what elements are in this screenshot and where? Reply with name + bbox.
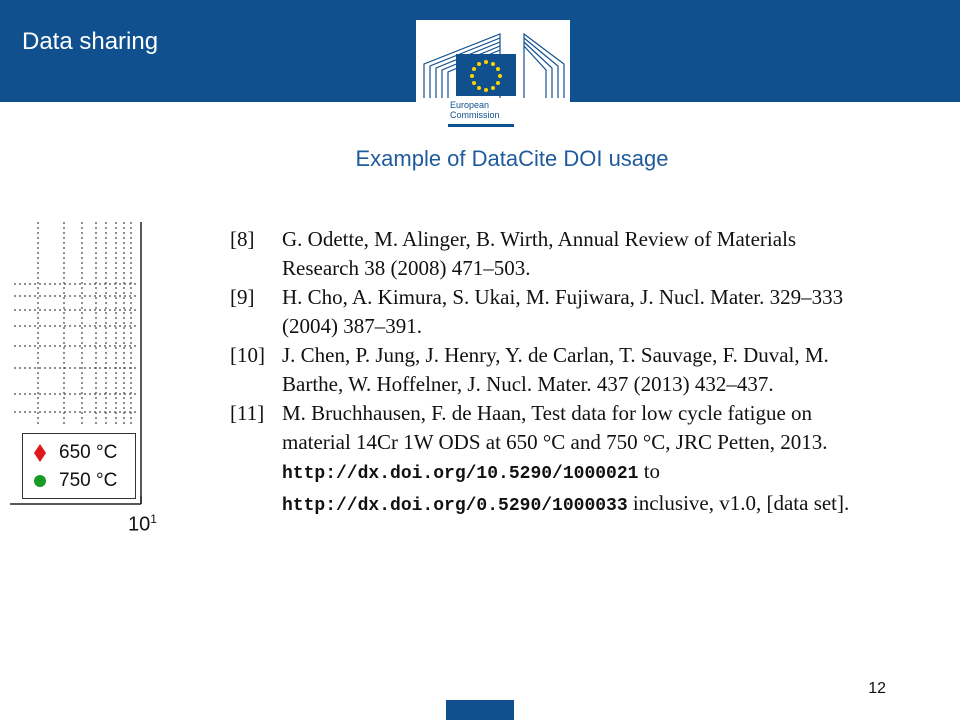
reference-text: G. Odette, M. Alinger, B. Wirth, Annual Review of Materials Research 38 (2008) 471–503. xyxy=(282,227,797,280)
doi-link-1[interactable]: http://dx.doi.org/10.5290/1000021 xyxy=(282,464,639,484)
reference-number: [10] xyxy=(230,343,265,367)
logo-line-european: European xyxy=(450,100,490,110)
tick-exponent: 1 xyxy=(150,512,157,526)
doi-link-2[interactable]: http://dx.doi.org/0.5290/1000033 xyxy=(282,496,628,516)
slide-subtitle: Example of DataCite DOI usage xyxy=(355,146,669,171)
reference-text: H. Cho, A. Kimura, S. Ukai, M. Fujiwara, J. Nucl. Mater. 329–333 (2004) 387–391. xyxy=(282,285,844,338)
slide-title: Data sharing xyxy=(22,28,159,55)
logo-line-commission: Commission xyxy=(450,110,500,120)
reference-item xyxy=(230,283,870,341)
reference-item xyxy=(230,225,870,283)
reference-item xyxy=(230,399,870,521)
tick-base: 10 xyxy=(128,513,151,536)
reference-text xyxy=(282,399,858,521)
reference-list xyxy=(230,225,870,521)
plot-legend xyxy=(22,433,136,499)
reference-text-part: M. Bruchhausen, F. de Haan, Test data for low cycle fatigue on material 14Cr 1W ODS at 650 °C and 750 °C, JRC Petten, 2013. xyxy=(282,401,828,454)
reference-number: [11] xyxy=(230,401,265,425)
green-circle-marker-icon xyxy=(33,471,47,491)
legend-label: 650 °C xyxy=(59,442,118,463)
page-number: 12 xyxy=(868,680,886,697)
reference-text-part: inclusive, v1.0, [data set]. xyxy=(632,491,850,515)
reference-text: J. Chen, P. Jung, J. Henry, Y. de Carlan, T. Sauvage, F. Duval, M. Barthe, W. Hoffelner, J. Nucl. Mater. 437 (2013) 432–437. xyxy=(282,343,829,396)
red-diamond-marker-icon xyxy=(33,443,47,463)
logo-text xyxy=(450,100,500,120)
reference-number: [9] xyxy=(230,285,255,309)
commission-building-icon xyxy=(404,20,584,100)
reference-number: [8] xyxy=(230,227,255,251)
legend-label: 750 °C xyxy=(59,470,118,491)
footer-flag xyxy=(446,700,514,720)
x-axis-tick-label xyxy=(128,512,157,537)
logo-underline xyxy=(448,124,514,127)
reference-item xyxy=(230,341,870,399)
european-commission-logo xyxy=(404,20,584,134)
legend-item-650 xyxy=(33,440,117,466)
legend-item-750 xyxy=(33,468,117,494)
reference-text-part: to xyxy=(643,459,661,483)
